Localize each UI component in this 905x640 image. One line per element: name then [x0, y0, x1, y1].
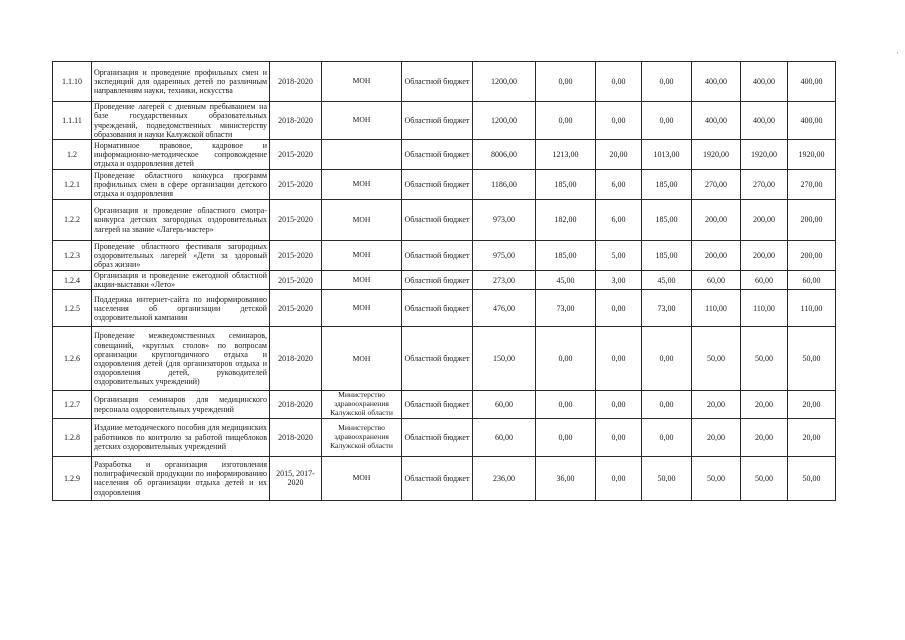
row-description: Разработка и организация изготовления полиграфической продукции по информированию населения об организации отдыха детей и их оздоровления — [92, 456, 270, 500]
row-period: 2015-2020 — [270, 271, 322, 290]
row-total: 1200,00 — [473, 102, 536, 140]
row-total: 1200,00 — [473, 62, 536, 102]
row-code: 1.2.9 — [53, 456, 92, 500]
row-year-2: 6,00 — [596, 170, 642, 200]
row-total: 975,00 — [473, 241, 536, 271]
row-year-6: 20,00 — [788, 391, 836, 418]
row-funding-source: Областной бюджет — [402, 327, 473, 391]
row-year-2: 0,00 — [596, 391, 642, 418]
row-funding-source: Областной бюджет — [402, 391, 473, 418]
row-period: 2015-2020 — [270, 140, 322, 170]
row-total: 60,00 — [473, 391, 536, 418]
row-year-5: 200,00 — [741, 200, 788, 241]
row-year-1: 73,00 — [536, 290, 596, 327]
row-year-1: 185,00 — [536, 241, 596, 271]
row-description: Проведение межведомственных семинаров, совещаний, «круглых столов» по вопросам организации круглогодичного отдыха и оздоровления детей (для организаторов отдыха и оздоровления детей, руководителей оздоровительных учреждений) — [92, 327, 270, 391]
row-code: 1.2.4 — [53, 271, 92, 290]
row-year-2: 0,00 — [596, 456, 642, 500]
row-period: 2018-2020 — [270, 62, 322, 102]
row-code: 1.2.3 — [53, 241, 92, 271]
row-year-2: 0,00 — [596, 290, 642, 327]
row-funding-source: Областной бюджет — [402, 241, 473, 271]
row-funding-source: Областной бюджет — [402, 271, 473, 290]
row-year-4: 400,00 — [692, 62, 741, 102]
row-year-5: 400,00 — [741, 62, 788, 102]
table-row — [53, 418, 836, 456]
row-total: 1186,00 — [473, 170, 536, 200]
table-row — [53, 456, 836, 500]
row-period: 2015-2020 — [270, 290, 322, 327]
row-organization — [322, 140, 402, 170]
row-total: 973,00 — [473, 200, 536, 241]
table-row — [53, 170, 836, 200]
row-year-2: 6,00 — [596, 200, 642, 241]
row-organization: МОН — [322, 200, 402, 241]
row-year-1: 36,00 — [536, 456, 596, 500]
row-year-3: 0,00 — [642, 391, 692, 418]
row-period: 2015-2020 — [270, 200, 322, 241]
row-code: 1.2.1 — [53, 170, 92, 200]
table-row — [53, 140, 836, 170]
row-year-6: 400,00 — [788, 62, 836, 102]
row-year-5: 20,00 — [741, 418, 788, 456]
row-year-3: 0,00 — [642, 62, 692, 102]
row-year-4: 1920,00 — [692, 140, 741, 170]
row-code: 1.2.2 — [53, 200, 92, 241]
row-code: 1.2.7 — [53, 391, 92, 418]
row-description: Организация и проведение ежегодной областной акции-выставки «Лето» — [92, 271, 270, 290]
row-description: Организация семинаров для медицинского персонала оздоровительных учреждений — [92, 391, 270, 418]
row-year-3: 50,00 — [642, 456, 692, 500]
row-period: 2015-2020 — [270, 170, 322, 200]
row-description: Поддержка интернет-сайта по информированию населения об организации детской оздоровительной кампании — [92, 290, 270, 327]
row-year-1: 182,00 — [536, 200, 596, 241]
row-year-6: 50,00 — [788, 456, 836, 500]
row-funding-source: Областной бюджет — [402, 62, 473, 102]
row-year-3: 1013,00 — [642, 140, 692, 170]
row-year-6: 50,00 — [788, 327, 836, 391]
row-funding-source: Областной бюджет — [402, 200, 473, 241]
row-year-4: 110,00 — [692, 290, 741, 327]
row-year-6: 200,00 — [788, 200, 836, 241]
row-year-5: 270,00 — [741, 170, 788, 200]
row-period: 2018-2020 — [270, 418, 322, 456]
row-total: 60,00 — [473, 418, 536, 456]
row-year-3: 185,00 — [642, 241, 692, 271]
budget-table — [52, 61, 836, 501]
row-year-2: 0,00 — [596, 327, 642, 391]
row-description: Нормативное правовое, кадровое и информационно-методическое сопровождение отдыха и оздоровления детей — [92, 140, 270, 170]
row-year-5: 200,00 — [741, 241, 788, 271]
row-funding-source: Областной бюджет — [402, 456, 473, 500]
row-year-3: 185,00 — [642, 200, 692, 241]
row-code: 1.1.10 — [53, 62, 92, 102]
row-year-5: 50,00 — [741, 456, 788, 500]
row-funding-source: Областной бюджет — [402, 140, 473, 170]
row-description: Проведение лагерей с дневным пребыванием на базе государственных образовательных учреждений, подведомственных министерству образования и науки Калужской области — [92, 102, 270, 140]
row-year-3: 0,00 — [642, 102, 692, 140]
row-funding-source: Областной бюджет — [402, 102, 473, 140]
row-year-6: 110,00 — [788, 290, 836, 327]
row-year-3: 185,00 — [642, 170, 692, 200]
row-organization: МОН — [322, 241, 402, 271]
row-year-3: 73,00 — [642, 290, 692, 327]
table-row — [53, 62, 836, 102]
row-year-6: 270,00 — [788, 170, 836, 200]
row-year-2: 3,00 — [596, 271, 642, 290]
scan-edge-mark: · — [896, 48, 899, 58]
row-organization: МОН — [322, 170, 402, 200]
table-row — [53, 327, 836, 391]
row-year-1: 0,00 — [536, 327, 596, 391]
row-organization: МОН — [322, 290, 402, 327]
row-year-1: 185,00 — [536, 170, 596, 200]
row-year-6: 20,00 — [788, 418, 836, 456]
table-body — [53, 62, 836, 501]
row-year-5: 20,00 — [741, 391, 788, 418]
row-year-1: 0,00 — [536, 391, 596, 418]
row-organization: Министерство здравоохранения Калужской области — [322, 418, 402, 456]
row-total: 236,00 — [473, 456, 536, 500]
row-organization: МОН — [322, 271, 402, 290]
row-organization: Министерство здравоохранения Калужской области — [322, 391, 402, 418]
row-year-6: 60,00 — [788, 271, 836, 290]
row-year-2: 0,00 — [596, 102, 642, 140]
row-year-1: 0,00 — [536, 62, 596, 102]
row-year-4: 200,00 — [692, 241, 741, 271]
row-description: Организация и проведение областного смотра-конкурса детских загородных оздоровительных лагерей на звание «Лагерь-мастер» — [92, 200, 270, 241]
row-year-3: 0,00 — [642, 418, 692, 456]
row-year-1: 1213,00 — [536, 140, 596, 170]
row-year-6: 1920,00 — [788, 140, 836, 170]
row-code: 1.2.8 — [53, 418, 92, 456]
row-year-3: 0,00 — [642, 327, 692, 391]
row-year-4: 20,00 — [692, 418, 741, 456]
row-year-1: 45,00 — [536, 271, 596, 290]
row-organization: МОН — [322, 102, 402, 140]
row-description: Организация и проведение профильных смен и экспедиций для одаренных детей по различным направлениям науки, техники, искусства — [92, 62, 270, 102]
row-year-1: 0,00 — [536, 418, 596, 456]
table-row — [53, 241, 836, 271]
row-year-1: 0,00 — [536, 102, 596, 140]
table-row — [53, 102, 836, 140]
row-period: 2018-2020 — [270, 102, 322, 140]
row-year-5: 50,00 — [741, 327, 788, 391]
row-description: Издание методического пособия для медицинских работников по контролю за работой пищеблоков детских оздоровительных учреждений — [92, 418, 270, 456]
row-year-4: 60,00 — [692, 271, 741, 290]
row-year-2: 0,00 — [596, 418, 642, 456]
row-year-4: 270,00 — [692, 170, 741, 200]
row-year-5: 1920,00 — [741, 140, 788, 170]
row-period: 2015, 2017-2020 — [270, 456, 322, 500]
table-row — [53, 391, 836, 418]
table-row — [53, 290, 836, 327]
row-year-2: 0,00 — [596, 62, 642, 102]
row-code: 1.2.5 — [53, 290, 92, 327]
row-total: 273,00 — [473, 271, 536, 290]
row-code: 1.2.6 — [53, 327, 92, 391]
row-year-5: 110,00 — [741, 290, 788, 327]
row-code: 1.2 — [53, 140, 92, 170]
row-period: 2018-2020 — [270, 391, 322, 418]
row-description: Проведение областного фестиваля загородных оздоровительных лагерей «Дети за здоровый образ жизни» — [92, 241, 270, 271]
row-organization: МОН — [322, 456, 402, 500]
row-year-2: 20,00 — [596, 140, 642, 170]
table-row — [53, 271, 836, 290]
row-code: 1.1.11 — [53, 102, 92, 140]
row-total: 150,00 — [473, 327, 536, 391]
row-year-4: 200,00 — [692, 200, 741, 241]
row-year-5: 400,00 — [741, 102, 788, 140]
row-year-5: 60,00 — [741, 271, 788, 290]
row-year-2: 5,00 — [596, 241, 642, 271]
row-funding-source: Областной бюджет — [402, 290, 473, 327]
row-description: Проведение областного конкурса программ профильных смен в сфере организации детского отдыха и оздоровления — [92, 170, 270, 200]
row-organization: МОН — [322, 62, 402, 102]
row-total: 476,00 — [473, 290, 536, 327]
row-total: 8006,00 — [473, 140, 536, 170]
row-year-4: 50,00 — [692, 327, 741, 391]
row-funding-source: Областной бюджет — [402, 418, 473, 456]
row-period: 2015-2020 — [270, 241, 322, 271]
row-year-6: 200,00 — [788, 241, 836, 271]
row-year-3: 45,00 — [642, 271, 692, 290]
row-year-6: 400,00 — [788, 102, 836, 140]
row-year-4: 400,00 — [692, 102, 741, 140]
row-organization: МОН — [322, 327, 402, 391]
row-year-4: 50,00 — [692, 456, 741, 500]
row-year-4: 20,00 — [692, 391, 741, 418]
row-funding-source: Областной бюджет — [402, 170, 473, 200]
row-period: 2018-2020 — [270, 327, 322, 391]
table-row — [53, 200, 836, 241]
